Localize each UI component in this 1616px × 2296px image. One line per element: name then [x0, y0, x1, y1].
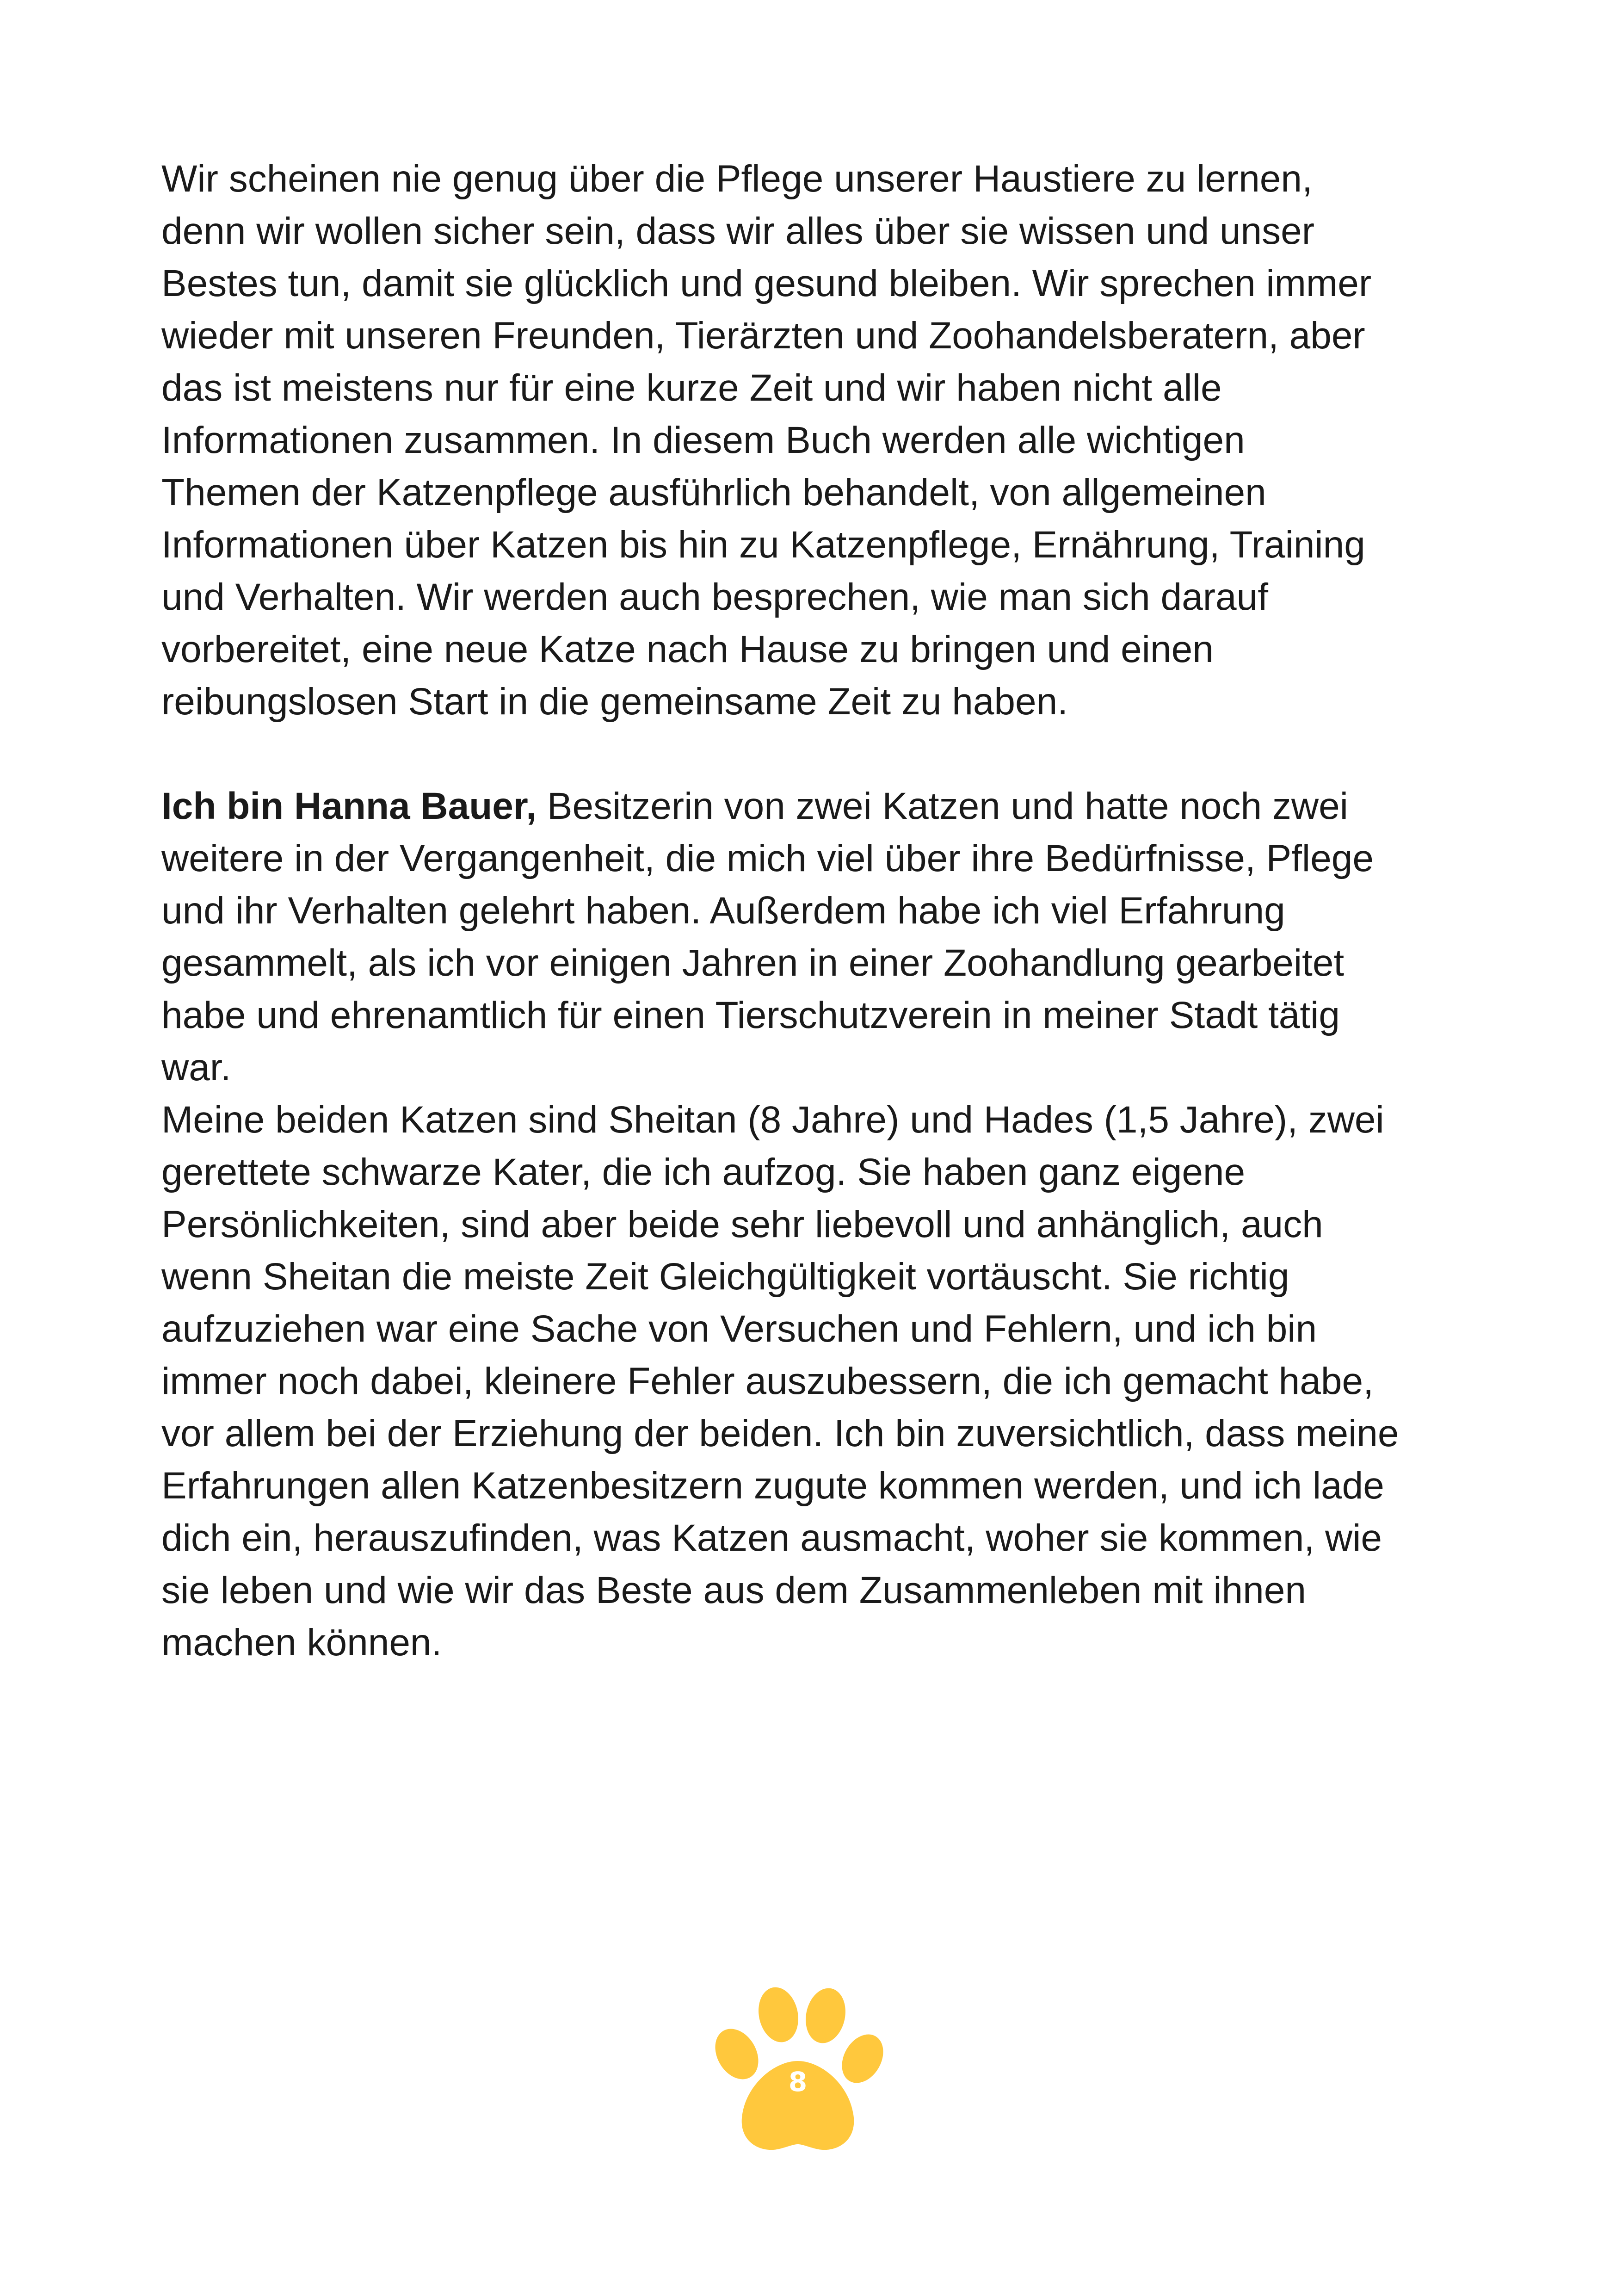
intro-paragraph: Wir scheinen nie genug über die Pflege unserer Haustiere zu lernen, denn wir wollen sicher sein, dass wir alles über sie wissen und unser Bestes tun, damit sie glücklich und gesund bleiben. Wir sprechen immer wieder mit unseren Freunden, Tierärzten und Zoohandelsberatern, aber das ist meistens nur für eine kurze Zeit und wir haben nicht alle Informationen zusammen. In diesem Buch werden alle wichtigen Themen der Katzenpflege ausführlich behandelt, von allgemeinen Informationen über Katzen bis hin zu Katzenpflege, Ernährung, Training und Verhalten. Wir werden auch besprechen, wie man sich darauf vorbereitet, eine neue Katze nach Hause zu bringen und einen reibungslosen Start in die gemeinsame Zeit zu haben. — [161, 158, 1372, 723]
paw-toe-3 — [801, 1985, 850, 2047]
cats-paragraph: Meine beiden Katzen sind Sheitan (8 Jahre) und Hades (1,5 Jahre), zwei gerettete schwarze Kater, die ich aufzog. Sie haben ganz eigene Persönlichkeiten, sind aber beide sehr liebevoll und anhänglich, auch wenn Sheitan die meiste Zeit Gleichgültigkeit vortäuscht. Sie richtig aufzuziehen war eine Sache von Versuchen und Fehlern, und ich bin immer noch dabei, kleinere Fehler auszubessern, die ich gemacht habe, vor allem bei der Erziehung der beiden. Ich bin zuversichtlich, dass meine Erfahrungen allen Katzenbesitzern zugute kommen werden, und ich lade dich ein, herauszufinden, was Katzen ausmacht, woher sie kommen, wie sie leben und wie wir das Beste aus dem Zusammenleben mit ihnen machen können. — [161, 1099, 1399, 1664]
body-text — [161, 153, 1466, 1669]
author-paragraph-text: Besitzerin von zwei Katzen und hatte noch zwei weitere in der Vergangenheit, die mich viel über ihre Bedürfnisse, Pflege und ihr Verhalten gelehrt haben. Außerdem habe ich viel Erfahrung gesammelt, als ich vor einigen Jahren in einer Zoohandlung gearbeitet habe und ehrenamtlich für einen Tierschutzverein in meiner Stadt tätig war. — [161, 785, 1374, 1089]
author-intro-bold: Ich bin Hanna Bauer, — [161, 785, 537, 827]
page-number: 8 — [788, 2066, 808, 2098]
author-paragraph — [161, 780, 1466, 1094]
paw-toe-2 — [753, 1984, 803, 2046]
